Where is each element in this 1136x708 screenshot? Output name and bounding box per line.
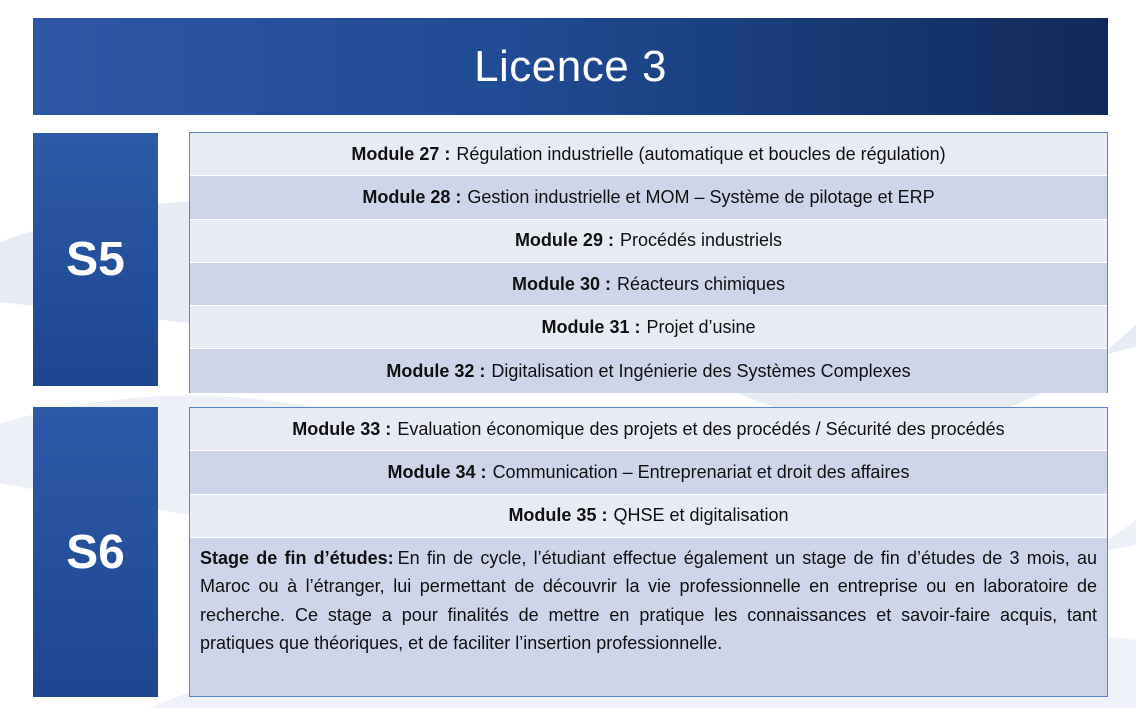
internship-text: En fin de cycle, l’étudiant effectue également un stage de fin d’études de 3 mois, au Maroc ou à l’étranger, lui permettant de découvrir la vie professionnelle en entreprise ou en laboratoire de recherche. Ce stage a pour finalités de mettre en pratique les connaissances et savoir-faire acquis, tant pratiques que théoriques, et de faciliter l’insertion professionnelle. [200,547,1097,654]
module-title: Digitalisation et Ingénierie des Systèmes Complexes [491,360,911,381]
module-list-s5 [189,132,1108,393]
module-row [190,220,1107,263]
title-banner [33,18,1108,115]
page-title: Licence 3 [474,41,667,91]
semester-badge-s6 [33,407,158,697]
module-number: Module 34 : [387,461,487,482]
module-number: Module 28 : [362,186,462,207]
module-title: Procédés industriels [619,230,783,251]
module-title: QHSE et digitalisation [613,505,789,526]
module-row [190,408,1107,451]
semester-label: S6 [66,525,125,579]
internship-title: Stage de fin d’études: [200,547,394,568]
module-number: Module 31 : [541,316,641,337]
module-title: Communication – Entreprenariat et droit des affaires [492,461,910,482]
module-title: Gestion industrielle et MOM – Système de pilotage et ERP [467,186,935,207]
module-row [190,495,1107,538]
module-row [190,306,1107,349]
module-title: Régulation industrielle (automatique et boucles de régulation) [456,143,946,164]
module-row [190,451,1107,494]
internship-description [190,538,1107,696]
module-number: Module 33 : [292,418,392,439]
module-row [190,349,1107,392]
module-number: Module 30 : [511,273,611,294]
module-number: Module 35 : [508,505,608,526]
module-number: Module 29 : [514,230,614,251]
module-title: Réacteurs chimiques [616,273,786,294]
module-title: Evaluation économique des projets et des procédés / Sécurité des procédés [397,418,1005,439]
module-title: Projet d’usine [646,316,756,337]
module-number: Module 32 : [386,360,486,381]
semester-badge-s5 [33,133,158,386]
module-number: Module 27 : [351,143,451,164]
semester-label: S5 [66,233,125,286]
module-list-s6 [189,407,1108,697]
module-row [190,176,1107,219]
module-row [190,133,1107,176]
module-row [190,263,1107,306]
